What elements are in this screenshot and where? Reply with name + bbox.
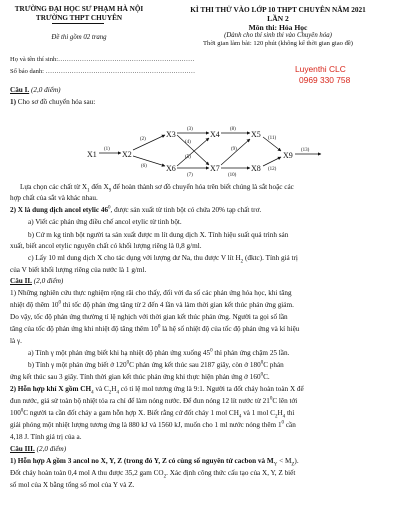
school-line-2: TRƯỜNG THPT CHUYÊN xyxy=(35,14,123,22)
step-10: (10) xyxy=(228,173,237,178)
step-12: (12) xyxy=(268,167,277,172)
q3-line1: 1) Hỗn hợp A gồm 3 ancol no X, Y, Z (trong đó Y, Z có cùng số nguyên tử cacbon và $M_Y < M_Z$). xyxy=(10,457,299,468)
step-5: (5) xyxy=(185,155,191,160)
q1-part2a: a) Viết các phản ứng điều chế ancol etylic từ tinh bột. xyxy=(28,218,182,226)
watermark-phone: 0969 330 758 xyxy=(299,75,351,85)
watermark-name: Luyenthi CLC xyxy=(295,64,346,74)
question-3-label: Câu III. xyxy=(10,445,35,453)
q1-part2b-line2: xuất, biết ancol etylic nguyên chất có khối lượng riêng là 0,8 g/ml. xyxy=(10,242,202,250)
node-x9: X9 xyxy=(283,151,293,160)
q2-p1-line3: Do vậy, tốc độ phản ứng thường tỉ lệ nghịch với thời gian kết thúc phản ứng. Người ta gọi số lần xyxy=(10,313,288,321)
q2-p2-line5: 4,18 J. Tính giá trị của a. xyxy=(10,433,82,441)
q2-p1b-line1: b) Tính γ một phản ứng biết ở $120^0C$ phản ứng kết thúc sau 2187 giây, còn ở $180^0C$ phản xyxy=(28,360,284,369)
q2-p1-line2: nhiệt độ thêm $10^0$ thì tốc độ phản ứng tăng từ 2 đến 4 lần và làm thời gian kết thúc phản ứng giảm. xyxy=(10,300,294,309)
exam-subject: Môn thi: Hóa Học xyxy=(248,23,308,32)
step-4: (4) xyxy=(185,140,191,145)
q2-p1-line5: là γ. xyxy=(10,337,22,345)
exam-time-note: Thời gian làm bài: 120 phút (không kể thời gian giao đề) xyxy=(203,40,353,47)
arrow-2 xyxy=(133,135,165,150)
arrow-12 xyxy=(263,157,281,166)
node-x1: X1 xyxy=(87,150,97,159)
arrow-9 xyxy=(221,139,250,165)
step-9: (9) xyxy=(231,147,237,152)
q2-p2-line3: $100^0C$ người ta cần đốt cháy a gam hỗn hợp X. Biết rằng cứ đốt cháy 1 mol $CH_4$ và 1 mol $C_2H_4$ thì xyxy=(10,408,295,420)
pages-note: Đề thi gồm 02 trang xyxy=(51,34,107,41)
question-1-label: Câu I. xyxy=(10,86,30,94)
q1-part1-text xyxy=(10,99,95,106)
school-line-1: TRƯỜNG ĐẠI HỌC SƯ PHẠM HÀ NỘI xyxy=(14,5,144,13)
step-3: (3) xyxy=(187,127,193,132)
q2-p2-line2: đun nước, giả sử toàn bộ nhiệt tỏa ra chỉ để làm nóng nước. Để đun nóng 12 lít nước từ $21^0C$ lên tới xyxy=(10,396,298,405)
arrow-5 xyxy=(177,138,209,166)
candidate-name-line: Họ và tên thí sinh:……………………………………………………… xyxy=(10,56,195,63)
step-11: (11) xyxy=(268,136,277,141)
question-1-heading xyxy=(10,87,61,94)
arrow-4 xyxy=(177,135,209,165)
q1-part1-number: 1) xyxy=(10,98,16,106)
node-x2: X2 xyxy=(122,150,132,159)
candidate-id-line: Số báo danh: …………………………………………………………… xyxy=(10,68,196,75)
q2-p1-line1: 1) Những nghiên cứu thực nghiệm rộng rãi cho thấy, đối với đa số các phản ứng hóa học, khi tăng xyxy=(10,289,292,297)
node-x3: X3 xyxy=(166,130,176,139)
node-x7: X7 xyxy=(210,164,220,173)
q2-p1-line4: tăng của tốc độ phản ứng khi nhiệt độ tăng thêm $10^0$ là hệ số nhiệt độ của tốc độ phản ứng và kí hiệu xyxy=(10,324,300,333)
q2-p1b-line2: ứng kết thúc sau 3 giây. Tính thời gian kết thúc phản ứng khi thực hiện phản ứng ở $160^0C$. xyxy=(10,372,270,381)
q1-part2c-line1: c) Lấy 10 ml dung dịch X cho tác dụng với lượng dư Na, thu được V lít $H_2$ (đktc). Tính giá trị xyxy=(28,254,298,265)
q1-part2-line: 2) X là dung dịch ancol etylic $46^0$, được sản xuất từ tinh bột có chứa 20% tạp chất trơ. xyxy=(10,205,262,214)
question-1-points: (2,0 điểm) xyxy=(30,86,61,94)
q3-line3: số mol của X bằng tổng số mol của Y và Z. xyxy=(10,481,135,489)
q1-part1-description-line1: Lựa chọn các chất từ $X_1$ đến $X_9$ để hoàn thành sơ đồ chuyển hóa trên biết chúng là sắt hoặc các xyxy=(20,183,294,194)
question-3-heading xyxy=(10,446,66,453)
question-2-label: Câu II. xyxy=(10,277,32,285)
node-x5: X5 xyxy=(251,130,261,139)
node-x4: X4 xyxy=(210,130,220,139)
exam-audience: (Dành cho thí sinh thi vào Chuyên hóa) xyxy=(224,32,332,39)
step-2: (2) xyxy=(140,137,146,142)
step-6: (6) xyxy=(141,164,147,169)
step-1: (1) xyxy=(104,147,110,152)
exam-title: KÌ THI THỬ VÀO LỚP 10 THPT CHUYÊN NĂM 2021 xyxy=(190,5,366,14)
q2-p2-line4: giải phóng một nhiệt lượng tương ứng là 880 kJ và 1560 kJ, muốn cho 1 ml nước nóng thêm $1^0$ cần xyxy=(10,420,296,429)
node-x8: X8 xyxy=(251,164,261,173)
q1-part1-prompt: Cho sơ đồ chuyển hóa sau: xyxy=(17,98,96,106)
question-2-heading xyxy=(10,278,63,285)
step-8: (8) xyxy=(230,127,236,132)
school-underline xyxy=(52,23,104,24)
q1-part2c-line2: của V biết khối lượng riêng của nước là 1 g/ml. xyxy=(10,266,147,274)
question-3-points: (2,0 điểm) xyxy=(36,445,67,453)
step-13: (13) xyxy=(301,148,310,153)
q1-part2b-line1: b) Cứ m kg tinh bột người ta sản xuất được m lít dung dịch X. Tính hiệu suất quá trình sản xyxy=(28,231,289,239)
q2-p2-line1: 2) Hỗn hợp khí X gồm $CH_4$ và $C_2H_4$ có tỉ lệ mol tương ứng là 9:1. Người ta đốt cháy hoàn toàn X để xyxy=(10,385,304,396)
conversion-scheme-diagram xyxy=(85,108,325,180)
exam-round: LẦN 2 xyxy=(267,14,289,23)
arrow-6 xyxy=(133,156,165,166)
step-7: (7) xyxy=(187,173,193,178)
question-2-points: (2,0 điểm) xyxy=(33,277,64,285)
node-x6: X6 xyxy=(166,164,176,173)
q2-p1a: a) Tính γ một phản ứng biết khi hạ nhiệt độ phản ứng xuống $45^0$ thì phản ứng chậm 25 lần. xyxy=(28,348,290,357)
q1-part1-description-line2: hợp chất của sắt và khác nhau. xyxy=(10,194,98,202)
q3-line2: Đốt cháy hoàn toàn 0,4 mol A thu được 35,2 gam $CO_2$. Xác định công thức cấu tạo của X, Y, Z biết xyxy=(10,469,296,480)
